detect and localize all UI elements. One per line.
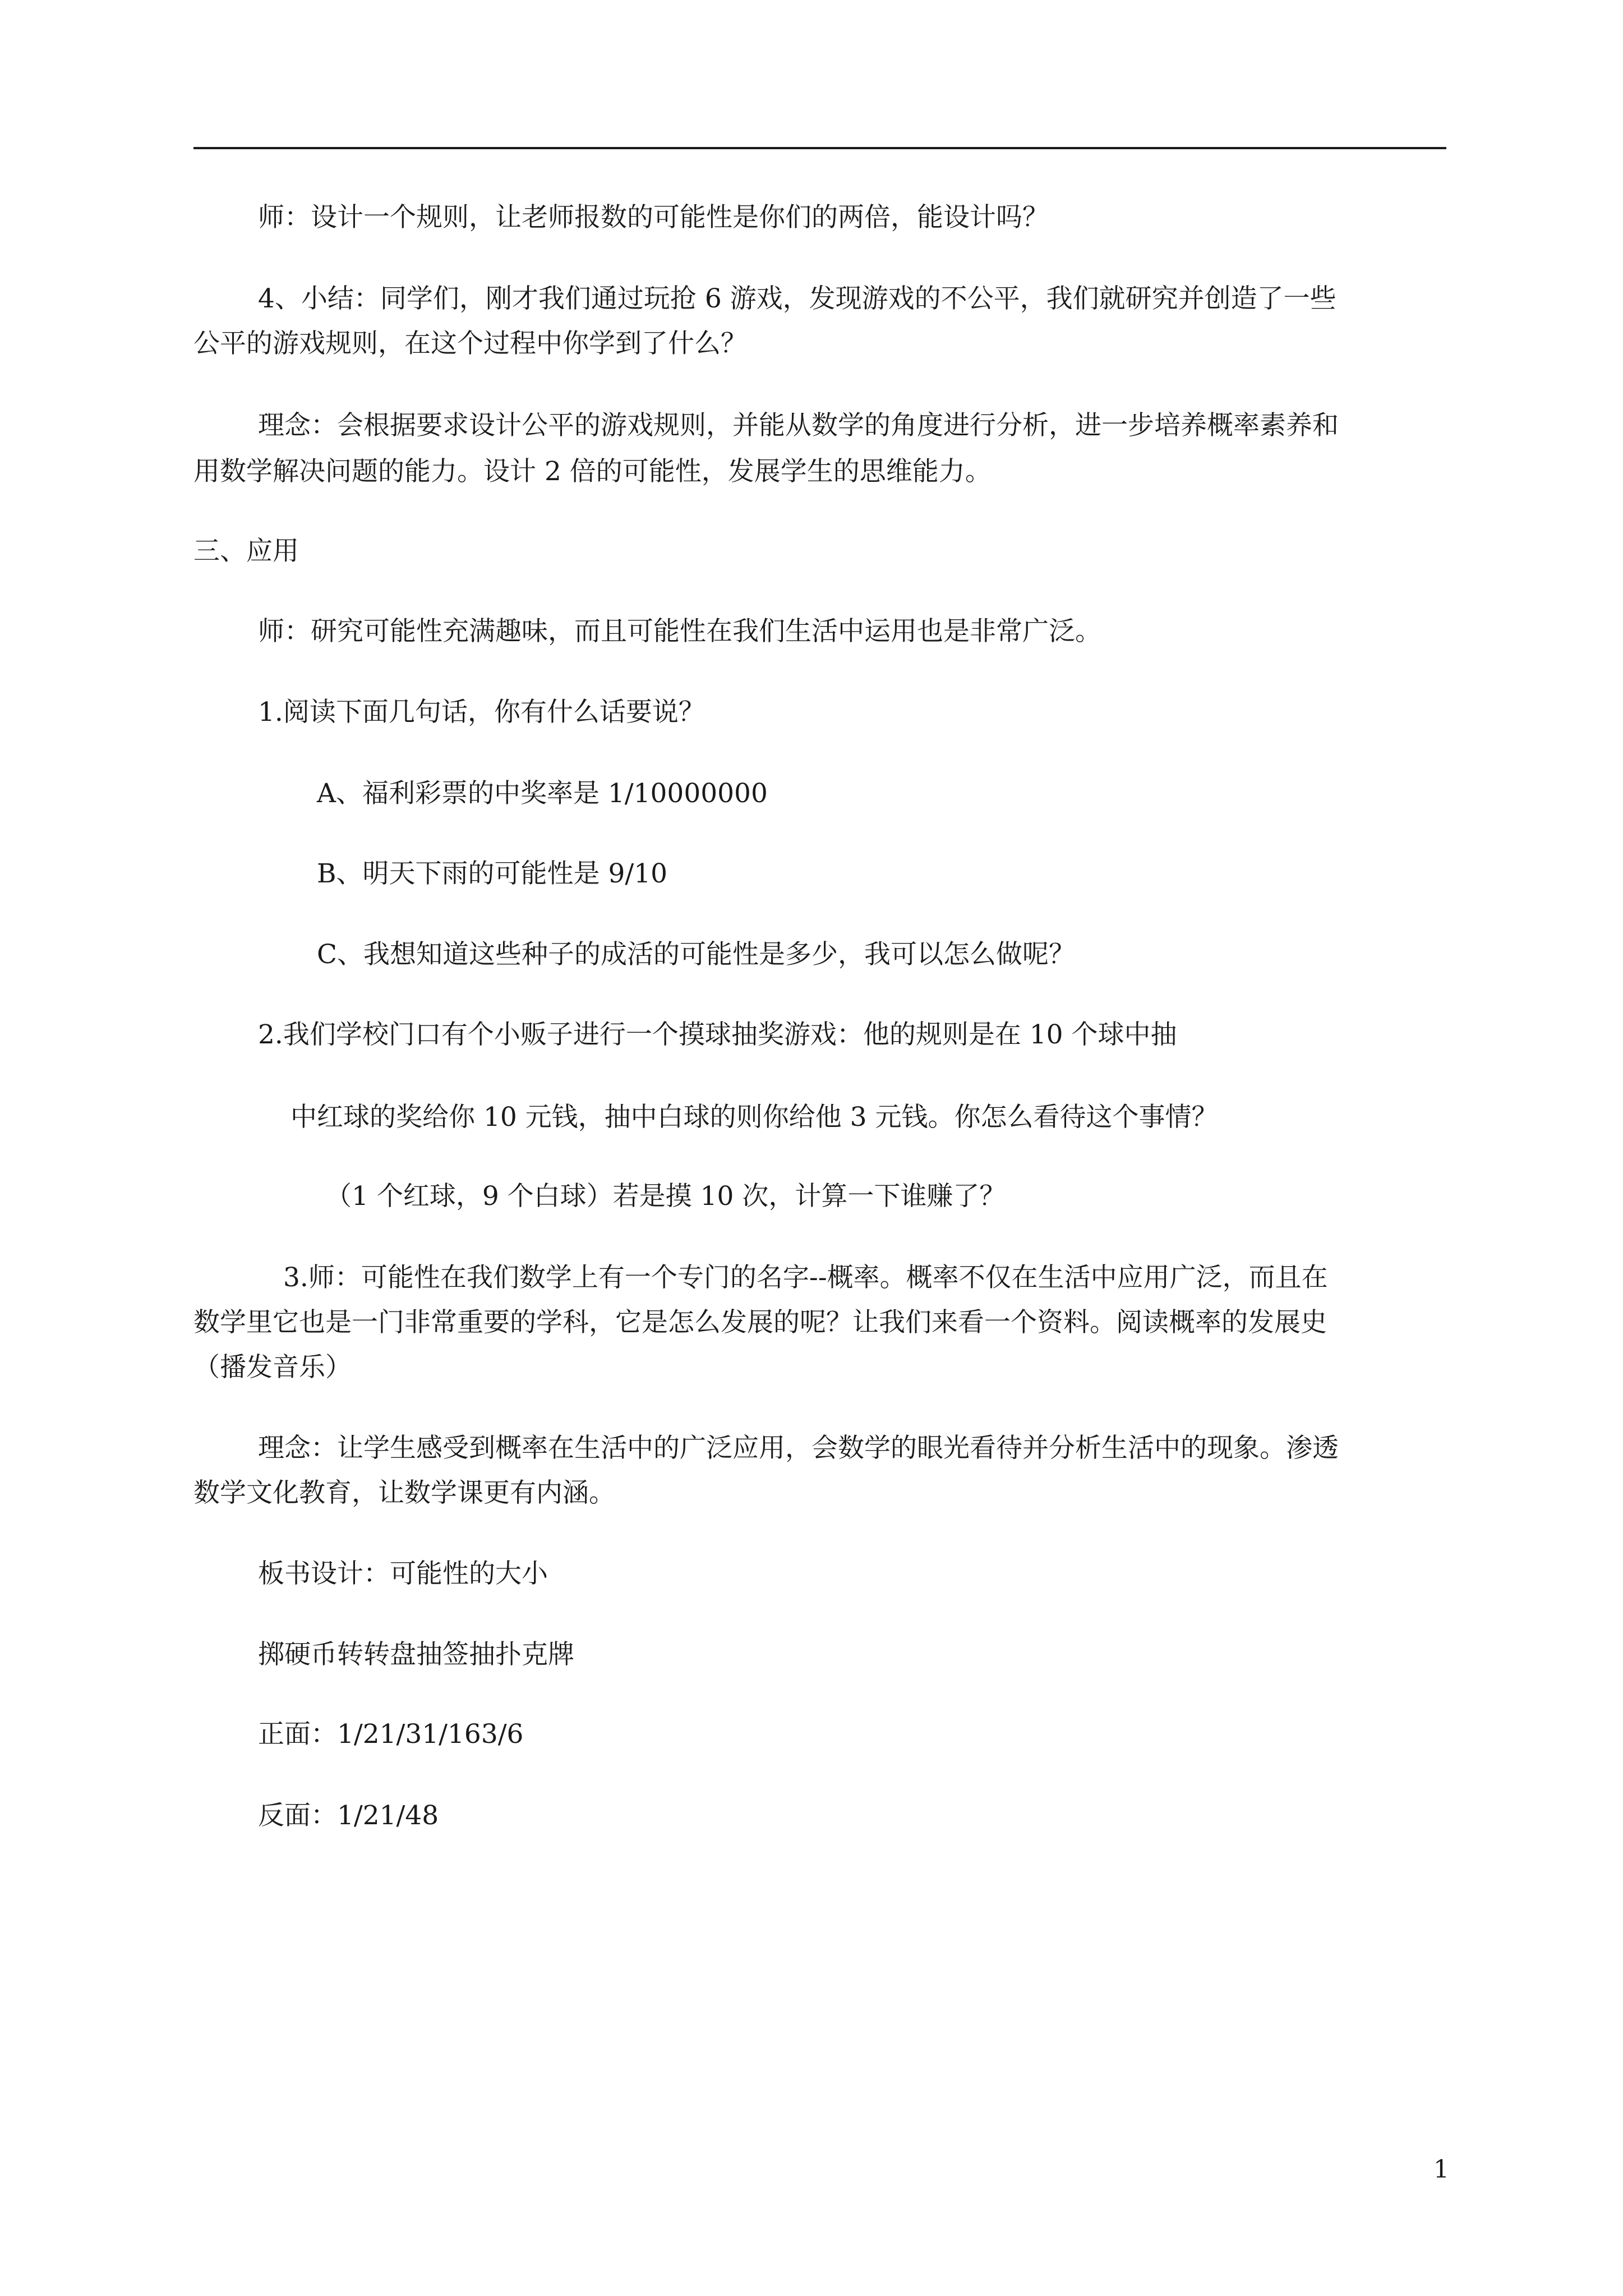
item-1-line: 1.阅读下面几句话，你有什么话要说？ (258, 697, 705, 728)
concept-2-line-1: 理念：让学生感受到概率在生活中的广泛应用，会数学的眼光看待并分析生活中的现象。渗透 (258, 1433, 1339, 1464)
item-2-line-3: （1 个红球，9 个白球）若是摸 10 次，计算一下谁赚了？ (325, 1181, 1006, 1212)
board-design-activities: 掷硬币转转盘抽签抽扑克牌 (258, 1639, 574, 1670)
item-2-line-1: 2.我们学校门口有个小贩子进行一个摸球抽奖游戏：他的规则是在 10 个球中抽 (258, 1019, 1177, 1050)
teacher-intro-line: 师：研究可能性充满趣味，而且可能性在我们生活中运用也是非常广泛。 (258, 616, 1101, 647)
teacher-question-line: 师：设计一个规则，让老师报数的可能性是你们的两倍，能设计吗？ (258, 202, 1049, 233)
board-design-title: 板书设计：可能性的大小 (258, 1558, 548, 1589)
concept-line-2: 用数学解决问题的能力。设计 2 倍的可能性，发展学生的思维能力。 (193, 456, 992, 487)
concept-2-line-2: 数学文化教育，让数学课更有内涵。 (193, 1478, 615, 1508)
item-3-line-3: （播发音乐） (193, 1352, 352, 1383)
summary-line-2: 公平的游戏规则，在这个过程中你学到了什么？ (193, 328, 747, 359)
board-design-tails: 反面：1/21/48 (258, 1800, 439, 1831)
header-rule (193, 147, 1446, 149)
summary-line-1: 4、小结：同学们，刚才我们通过玩抢 6 游戏，发现游戏的不公平，我们就研究并创造了一些 (258, 283, 1336, 314)
item-3-line-1: 3.师：可能性在我们数学上有一个专门的名字--概率。概率不仅在生活中应用广泛，而且在 (283, 1262, 1328, 1293)
concept-line-1: 理念：会根据要求设计公平的游戏规则，并能从数学的角度进行分析，进一步培养概率素养和 (258, 410, 1339, 441)
section-heading-application: 三、应用 (193, 536, 299, 567)
option-b-line: B、明天下雨的可能性是 9/10 (317, 858, 668, 889)
option-c-line: C、我想知道这些种子的成活的可能性是多少，我可以怎么做呢？ (317, 939, 1075, 970)
board-design-heads: 正面：1/21/31/163/6 (258, 1719, 524, 1750)
page-number: 1 (1433, 2155, 1449, 2184)
item-3-line-2: 数学里它也是一门非常重要的学科，它是怎么发展的呢？让我们来看一个资料。阅读概率的发展史 (193, 1307, 1327, 1338)
item-2-line-2: 中红球的奖给你 10 元钱，抽中白球的则你给他 3 元钱。你怎么看待这个事情？ (291, 1102, 1218, 1133)
option-a-line: A、福利彩票的中奖率是 1/10000000 (317, 778, 768, 809)
